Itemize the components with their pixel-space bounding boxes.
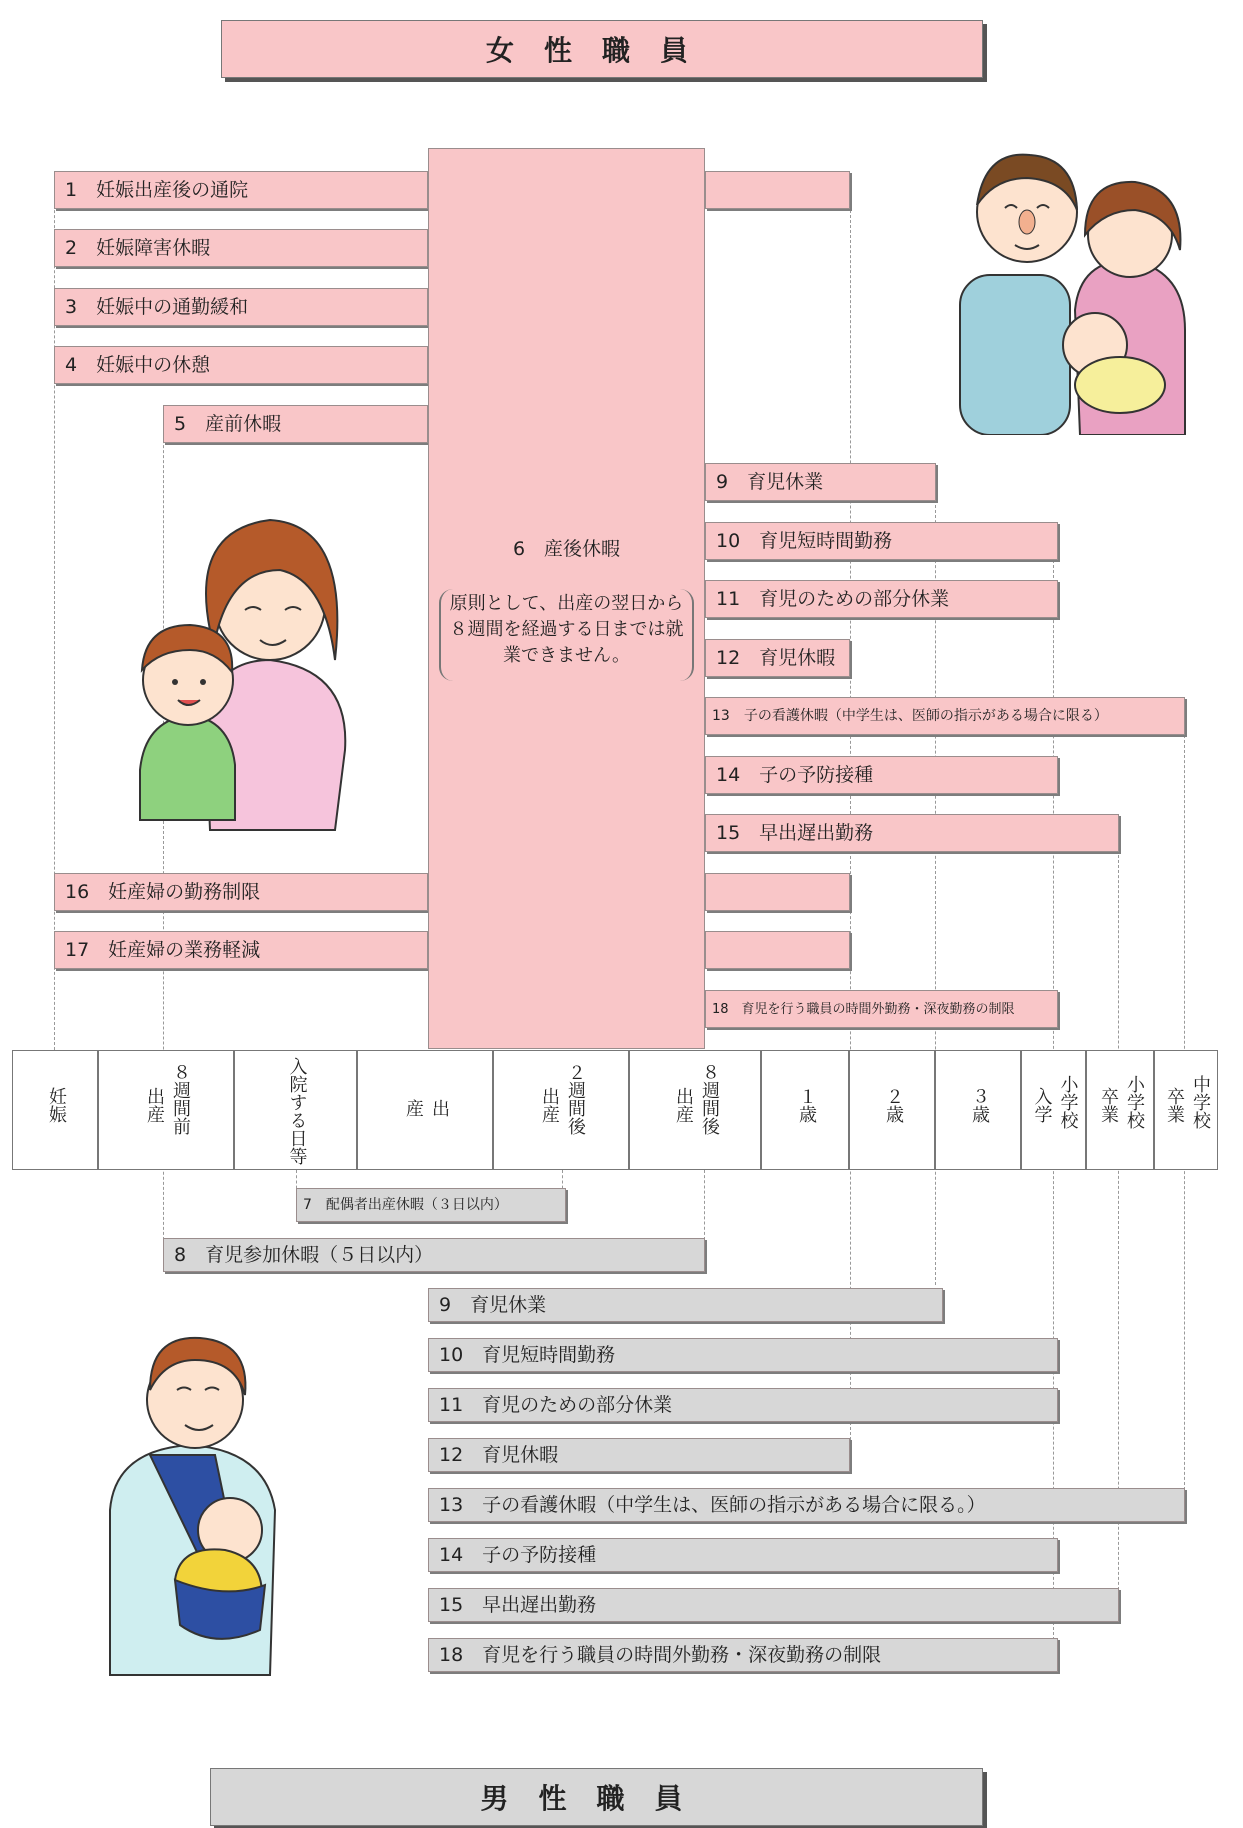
timeline-label: ８週間後 bbox=[699, 1063, 720, 1135]
bar-label: 18 育児を行う職員の時間外勤務・深夜勤務の制限 bbox=[712, 1001, 1015, 1017]
female-bar-16-work-restriction bbox=[54, 873, 428, 911]
postnatal-leave-block bbox=[428, 148, 705, 1049]
male-bar-13-sick-child-leave bbox=[428, 1488, 1185, 1522]
female-bar-12-childcare-vacation bbox=[705, 639, 850, 677]
postnatal-leave-title: 6 産後休暇 bbox=[512, 538, 621, 560]
timeline-label: 入院する日等 bbox=[286, 1057, 308, 1165]
bar-label: 12 育児休暇 bbox=[439, 1443, 559, 1466]
female-bar-13-sick-child-leave bbox=[705, 697, 1185, 735]
timeline-label: ８週間前 bbox=[170, 1063, 191, 1135]
female-bar-11-partial-leave bbox=[705, 580, 1058, 618]
male-staff-header bbox=[210, 1768, 983, 1826]
timeline-cell-age3 bbox=[935, 1050, 1021, 1170]
timeline-row bbox=[12, 1050, 1232, 1170]
female-bar-10-short-hours bbox=[705, 522, 1058, 560]
timeline-label: 卒業 bbox=[1098, 1087, 1119, 1123]
timeline-label: 妊娠 bbox=[46, 1087, 67, 1123]
female-bar-4-pregnancy-break bbox=[54, 346, 428, 384]
timeline-label: 小学校 bbox=[1124, 1075, 1145, 1129]
bar-label: 4 妊娠中の休憩 bbox=[65, 353, 211, 376]
timeline-cell-8w-before bbox=[98, 1050, 234, 1170]
female-bar-5-prenatal-leave bbox=[163, 405, 428, 443]
female-bar-14-vaccination bbox=[705, 756, 1058, 794]
father-with-baby-carrier-illustration bbox=[95, 1330, 290, 1690]
timeline-cell-birth bbox=[357, 1050, 493, 1170]
male-bar-12-childcare-vacation bbox=[428, 1438, 850, 1472]
bar-label: 13 子の看護休暇（中学生は、医師の指示がある場合に限る。） bbox=[439, 1493, 986, 1516]
guide-8w-after bbox=[704, 1170, 705, 1240]
bar-label: 15 早出遅出勤務 bbox=[439, 1593, 597, 1616]
bar-label: 12 育児休暇 bbox=[716, 646, 836, 669]
bar-label: 3 妊娠中の通勤緩和 bbox=[65, 295, 249, 318]
male-bar-15-shift-adjust bbox=[428, 1588, 1119, 1622]
male-bar-11-partial-leave bbox=[428, 1388, 1058, 1422]
female-bar-16-continuation bbox=[705, 873, 850, 911]
bar-label: 9 育児休業 bbox=[716, 470, 824, 493]
female-bar-1-continuation bbox=[705, 171, 850, 209]
male-bar-14-vaccination bbox=[428, 1538, 1058, 1572]
female-bar-9-childcare-leave bbox=[705, 463, 936, 501]
female-bar-2-pregnancy-disorder-leave bbox=[54, 229, 428, 267]
bar-label: 14 子の予防接種 bbox=[439, 1543, 597, 1566]
bar-label: 16 妊産婦の勤務制限 bbox=[65, 880, 261, 903]
family-illustration bbox=[955, 140, 1205, 435]
bar-label: 13 子の看護休暇（中学生は、医師の指示がある場合に限る） bbox=[712, 708, 1108, 724]
timeline-cell-age2 bbox=[849, 1050, 935, 1170]
timeline-label: 出産 bbox=[144, 1087, 165, 1123]
timeline-label: ３歳 bbox=[969, 1087, 990, 1123]
timeline-label: 産 bbox=[403, 1099, 424, 1117]
timeline-label: 出産 bbox=[673, 1087, 694, 1123]
bar-label: 10 育児短時間勤務 bbox=[439, 1343, 616, 1366]
bar-label: 11 育児のための部分休業 bbox=[439, 1393, 673, 1416]
bar-label: 18 育児を行う職員の時間外勤務・深夜勤務の制限 bbox=[439, 1643, 882, 1666]
female-bar-1-prenatal-checkup bbox=[54, 171, 428, 209]
bar-label: 14 子の予防接種 bbox=[716, 763, 874, 786]
timeline-label: 出産 bbox=[539, 1087, 560, 1123]
timeline-cell-2w-after bbox=[493, 1050, 629, 1170]
bar-label: 11 育児のための部分休業 bbox=[716, 587, 950, 610]
timeline-cell-pregnancy bbox=[12, 1050, 98, 1170]
male-bar-8-childcare-participation-leave bbox=[163, 1238, 705, 1272]
mother-with-child-illustration bbox=[120, 500, 355, 835]
bar-label: 8 育児参加休暇（５日以内） bbox=[174, 1243, 434, 1266]
timeline-label: ２歳 bbox=[883, 1087, 904, 1123]
male-bar-7-spouse-birth-leave bbox=[296, 1188, 566, 1222]
timeline-label: ２週間後 bbox=[565, 1063, 586, 1135]
female-bar-18-overtime-limit bbox=[705, 990, 1058, 1028]
bar-label: 10 育児短時間勤務 bbox=[716, 529, 893, 552]
male-bar-9-childcare-leave bbox=[428, 1288, 943, 1322]
bar-label: 2 妊娠障害休暇 bbox=[65, 236, 211, 259]
timeline-label: 出 bbox=[429, 1099, 450, 1117]
bar-label: 9 育児休業 bbox=[439, 1293, 547, 1316]
timeline-label: 小学校 bbox=[1057, 1075, 1079, 1129]
female-staff-header-text: 女性職員 bbox=[485, 34, 718, 67]
timeline-cell-elem-grad bbox=[1086, 1050, 1154, 1170]
timeline-label: １歳 bbox=[796, 1087, 817, 1123]
timeline-cell-age1 bbox=[761, 1050, 849, 1170]
timeline-cell-jhs-grad bbox=[1154, 1050, 1218, 1170]
female-staff-header bbox=[221, 20, 983, 78]
timeline-cell-elem-entry bbox=[1021, 1050, 1086, 1170]
timeline-cell-admission bbox=[234, 1050, 357, 1170]
bar-label: 17 妊産婦の業務軽減 bbox=[65, 938, 261, 961]
female-bar-3-commute-relief bbox=[54, 288, 428, 326]
male-bar-10-short-hours bbox=[428, 1338, 1058, 1372]
timeline-label: 中学校 bbox=[1190, 1075, 1211, 1129]
bar-label: 5 産前休暇 bbox=[174, 412, 282, 435]
bar-label: 1 妊娠出産後の通院 bbox=[65, 178, 249, 201]
male-bar-18-overtime-limit bbox=[428, 1638, 1058, 1672]
bar-label: 7 配偶者出産休暇（３日以内） bbox=[303, 1197, 508, 1213]
male-staff-header-text: 男性職員 bbox=[480, 1782, 713, 1815]
bar-label: 15 早出遅出勤務 bbox=[716, 821, 874, 844]
female-bar-17-continuation bbox=[705, 931, 850, 969]
timeline-cell-8w-after bbox=[629, 1050, 761, 1170]
postnatal-leave-note: 原則として、出産の翌日から８週間を経過する日までは就業できません。 bbox=[439, 589, 694, 681]
female-bar-15-shift-adjust bbox=[705, 814, 1119, 852]
female-bar-17-workload-reduction bbox=[54, 931, 428, 969]
timeline-label: 入学 bbox=[1031, 1087, 1053, 1123]
timeline-label: 卒業 bbox=[1164, 1087, 1185, 1123]
